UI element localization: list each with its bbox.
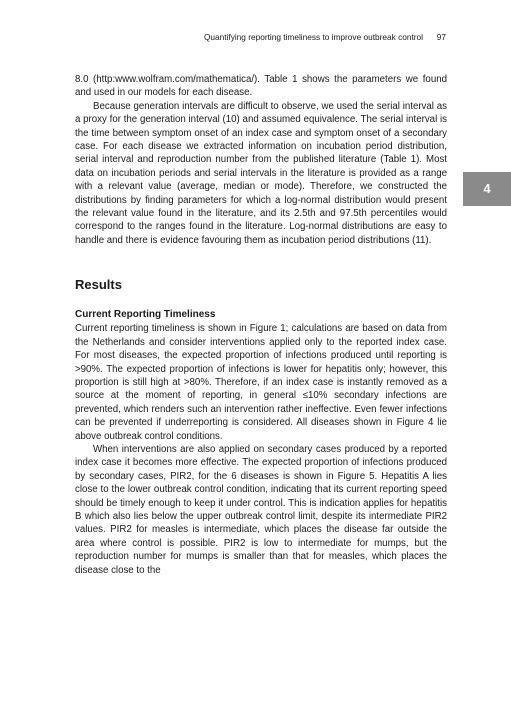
section-heading-results: Results (75, 277, 122, 293)
running-header (0, 30, 511, 44)
chapter-tab: 4 (463, 172, 511, 206)
body-text (75, 73, 447, 577)
subsection-heading: Current Reporting Timeliness (75, 309, 216, 321)
paragraph: 8.0 (http:www.wolfram.com/mathematica/). Table 1 shows the parameters we found and used in our models for each disease. (75, 74, 447, 99)
paragraph: Current reporting timeliness is shown in Figure 1; calculations are based on data from the Netherlands and consider interventions applied only to the reported index case. For most diseases, the expected proportion of infections produced until reporting is >90%. The expected proportion of infections is lower for hepatitis only; however, this proportion is still high at >80%. Therefore, if an index case is instantly removed as a source at the moment of reporting, in general ≤10% secondary infections are prevented, which renders such an intervention rather ineffective. Even fewer infections can be prevented if underreporting is considered. All diseases shown in Figure 4 lie above outbreak control conditions. (75, 323, 447, 442)
running-title: Quantifying reporting timeliness to improve outbreak control (203, 32, 423, 42)
paragraph: When interventions are also applied on secondary cases produced by a reported index case it becomes more effective. The expected proportion of infections produced by secondary cases, PIR2, for the 6 diseases is shown in Figure 5. Hepatitis A lies close to the lower outbreak control condition, indicating that its current reporting speed should be timely enough to keep it under control. This is indication applies for hepatitis B which also lies below the upper outbreak control limit, despite its intermediate PIR2 values. PIR2 for measles is intermediate, which places the disease far outside the area where control is possible. PIR2 is low to intermediate for mumps, but the reproduction number for mumps is smaller than that for measles, which places the disease close to the (75, 443, 447, 576)
paragraph: Because generation intervals are difficult to observe, we used the serial interval as a proxy for the generation interval (10) and assumed equivalence. The serial interval is the time between symptom onset of an index case and symptom onset of a secondary case. For each disease we extracted information on incubation period distribution, serial interval and reproduction number from the published literature (Table 1). Most data on incubation periods and serial intervals in the literature is provided as a range with a relevant value (average, median or mode). Therefore, we constructed the distributions by finding parameters for which a log-normal distribution would present the relevant value found in the literature, and its 2.5th and 97.5th percentiles would correspond to the ranges found in the literature. Log-normal distributions are easy to handle and there is evidence favouring them as incubation period distributions (11). (75, 100, 447, 246)
page-number: 97 (436, 32, 446, 42)
